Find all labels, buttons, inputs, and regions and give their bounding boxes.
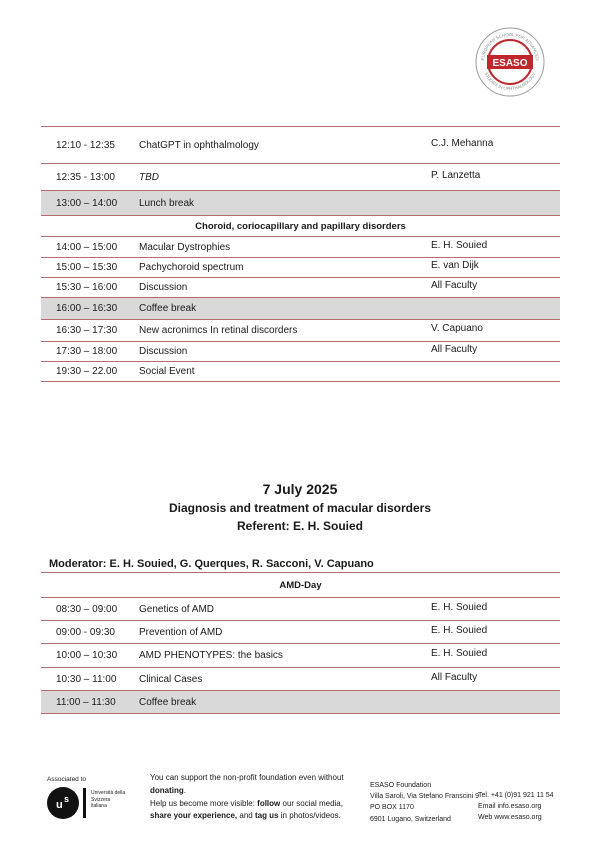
svg-text:s: s <box>64 794 70 804</box>
section-header-row <box>41 573 560 598</box>
foundation-address <box>370 780 479 825</box>
schedule-table-afternoon <box>41 126 560 382</box>
session-speaker: All Faculty <box>431 280 478 291</box>
day-referent: Referent: E. H. Souied <box>236 519 364 533</box>
session-time: 11:00 – 11:30 <box>56 696 116 708</box>
session-speaker: E. H. Souied <box>431 239 488 251</box>
svg-text:EUROPEAN SCHOOL FOR ADVANCED: EUROPEAN SCHOOL FOR ADVANCED <box>480 31 540 61</box>
footer <box>0 770 600 840</box>
session-title: TBD <box>139 171 159 183</box>
address-line: PO BOX 1170 <box>370 804 414 812</box>
address-line: Villa Saroli, Via Stefano Franscini 9 <box>370 793 480 801</box>
session-speaker: C.J. Mehanna <box>431 137 494 149</box>
section-title: Choroid, coriocapillary and papillary disorders <box>195 220 406 232</box>
contact-email: Email info.esaso.org <box>478 803 542 811</box>
schedule-row <box>41 278 560 298</box>
associated-label: Associated to <box>47 776 87 783</box>
usi-text: Università della Svizzera italiana <box>91 790 126 809</box>
svg-text:u: u <box>56 799 63 811</box>
foundation-contact <box>478 790 554 824</box>
session-speaker: E. van Dijk <box>431 260 479 271</box>
session-speaker: E. H. Souied <box>431 601 488 613</box>
schedule-table-amd-day <box>41 572 560 714</box>
session-time: 16:30 – 17:30 <box>56 325 118 336</box>
session-time: 08:30 – 09:00 <box>56 603 118 615</box>
schedule-row <box>41 621 560 644</box>
session-speaker: V. Capuano <box>431 323 483 334</box>
session-title: Discussion <box>139 282 188 293</box>
contact-web: Web www.esaso.org <box>478 814 542 822</box>
day-date: 7 July 2025 <box>262 481 338 497</box>
contact-phone: Tel. +41 (0)91 921 11 54 <box>478 792 554 799</box>
session-speaker: E. H. Souied <box>431 624 488 636</box>
session-title: New acronimcs In retinal discorders <box>139 325 298 336</box>
session-time: 10:00 – 10:30 <box>56 650 118 661</box>
session-time: 15:00 – 15:30 <box>56 262 118 273</box>
session-time: 10:30 – 11:00 <box>56 673 117 685</box>
schedule-row <box>41 191 560 216</box>
session-speaker: E. H. Souied <box>431 648 488 659</box>
schedule-row <box>41 258 560 278</box>
session-time: 17:30 – 18:00 <box>56 346 118 357</box>
session-speaker: All Faculty <box>431 671 478 683</box>
session-time: 09:00 - 09:30 <box>56 626 115 638</box>
day-header <box>0 481 600 533</box>
usi-logo <box>47 786 127 820</box>
support-line-3e: in photos/videos. <box>278 811 341 821</box>
support-tag: tag us <box>254 811 279 821</box>
schedule-row <box>41 668 560 691</box>
support-text: You can support the non-profit foundation even without donating. Help us become more visible: follow our social media, share your experience, and tag us in photos/videos. <box>150 773 344 821</box>
session-time: 12:35 - 13:00 <box>56 171 115 183</box>
session-title: Clinical Cases <box>139 673 203 685</box>
svg-text:ESASO: ESASO <box>492 58 528 69</box>
support-line-1: You can support the non-profit foundation even without <box>150 773 344 782</box>
session-time: 14:00 – 15:00 <box>56 241 118 253</box>
section-title: AMD-Day <box>279 579 322 591</box>
schedule-row <box>41 237 560 258</box>
address-line: ESASO Foundation <box>370 782 432 789</box>
session-title: Social Event <box>139 366 195 377</box>
schedule-row <box>41 691 560 714</box>
session-speaker: All Faculty <box>431 344 478 355</box>
session-title: Macular Dystrophies <box>139 241 231 253</box>
session-time: 19:30 – 22.00 <box>56 366 118 377</box>
schedule-row <box>41 644 560 668</box>
support-donating: donating <box>150 785 184 795</box>
schedule-row <box>41 598 560 621</box>
session-title: Coffee break <box>139 303 197 314</box>
session-time: 16:00 – 16:30 <box>56 303 118 314</box>
schedule-row <box>41 164 560 191</box>
support-follow: follow <box>257 798 281 808</box>
day-title: Diagnosis and treatment of macular disorders <box>168 501 432 515</box>
moderator-line: Moderator: E. H. Souied, G. Querques, R. Sacconi, V. Capuano <box>49 558 374 570</box>
session-title: Lunch break <box>139 197 195 209</box>
svg-text:STUDIES IN OPHTHALMOLOGY: STUDIES IN OPHTHALMOLOGY <box>483 71 537 92</box>
session-time: 13:00 – 14:00 <box>56 197 118 209</box>
session-title: Pachychoroid spectrum <box>139 262 244 273</box>
session-title: Coffee break <box>139 696 197 708</box>
support-share: share your experience, <box>150 811 238 821</box>
session-time: 12:10 - 12:35 <box>56 139 115 151</box>
schedule-row <box>41 362 560 382</box>
address-line: 6901 Lugano, Switzerland <box>370 815 451 823</box>
schedule-row <box>41 342 560 362</box>
session-title: Discussion <box>139 346 188 357</box>
esaso-seal-icon <box>474 26 546 98</box>
session-title: ChatGPT in ophthalmology <box>139 139 259 151</box>
session-speaker: P. Lanzetta <box>431 169 481 181</box>
support-and: and <box>237 811 255 821</box>
schedule-row <box>41 320 560 342</box>
schedule-row <box>41 127 560 164</box>
section-header-row <box>41 216 560 237</box>
support-line-2: Help us become more visible: <box>150 798 258 808</box>
esaso-logo <box>474 26 546 98</box>
session-title: Genetics of AMD <box>139 603 215 615</box>
support-line-2c: our social media, <box>280 798 343 808</box>
session-title: Prevention of AMD <box>139 626 223 638</box>
schedule-row <box>41 298 560 320</box>
session-time: 15:30 – 16:00 <box>56 282 118 293</box>
session-title: AMD PHENOTYPES: the basics <box>139 650 283 661</box>
